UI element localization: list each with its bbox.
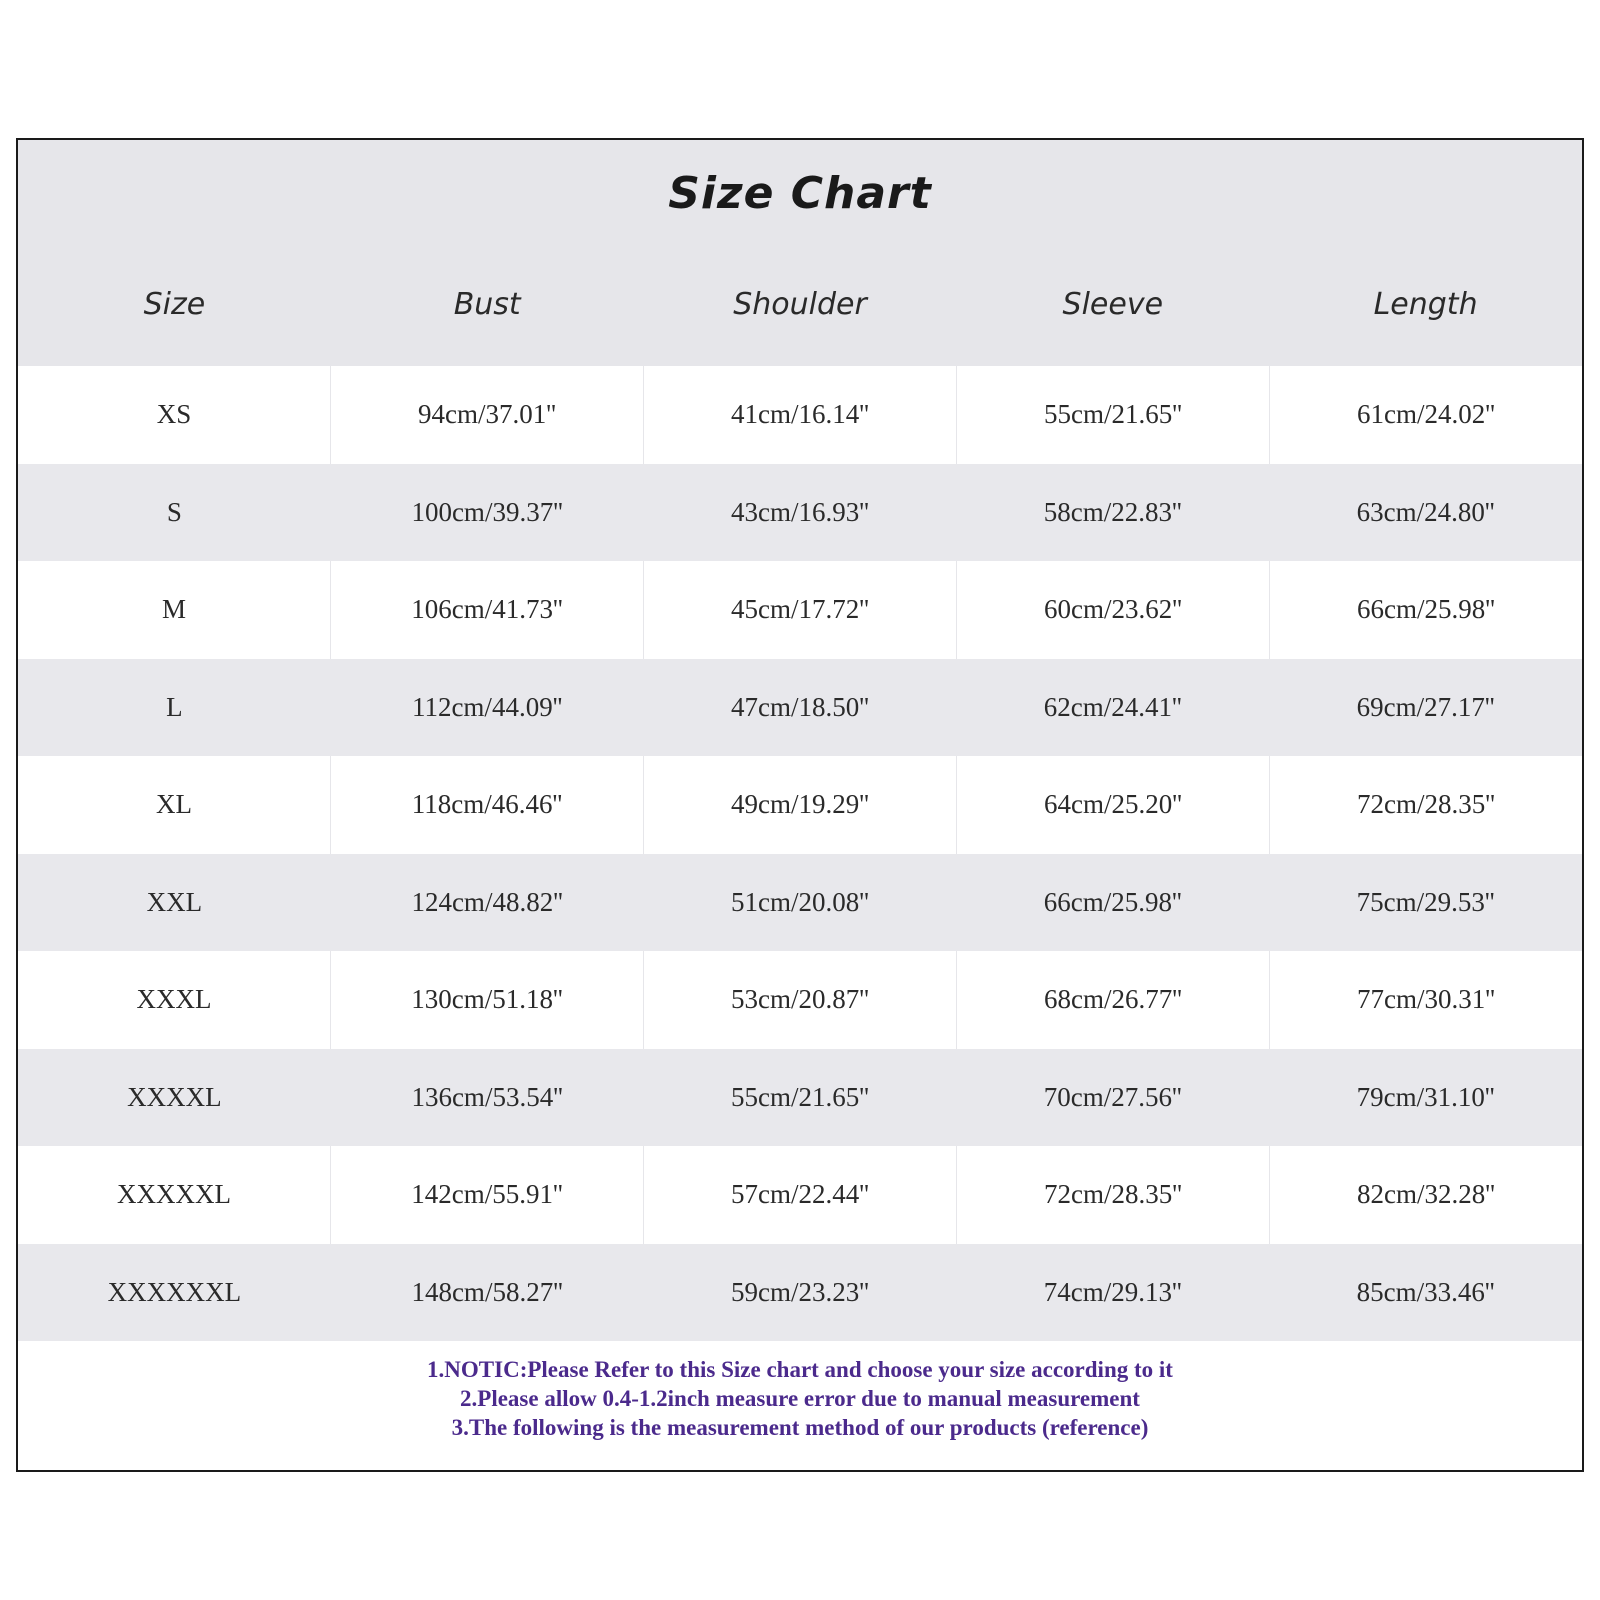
table-row [18, 1244, 1582, 1342]
length-cell: 66cm/25.98'' [1269, 561, 1582, 659]
bust-cell: 106cm/41.73'' [330, 561, 643, 659]
bust-cell: 94cm/37.01'' [330, 366, 643, 464]
sleeve-cell: 66cm/25.98'' [1043, 886, 1182, 917]
sleeve-cell: 68cm/26.77'' [956, 951, 1269, 1049]
sleeve-cell: 62cm/24.41'' [1043, 691, 1182, 722]
length-cell: 63cm/24.80'' [1356, 496, 1495, 527]
column-header-length: Length [1373, 287, 1478, 322]
length-cell: 77cm/30.31'' [1269, 951, 1582, 1049]
length-cell: 61cm/24.02'' [1269, 366, 1582, 464]
table-row [18, 659, 1582, 757]
bust-cell: 124cm/48.82'' [411, 886, 563, 917]
size-cell: XXXXL [127, 1081, 222, 1112]
size-chart-header [18, 140, 1582, 366]
column-header-size: Size [143, 287, 206, 322]
bust-cell: 118cm/46.46'' [330, 756, 643, 854]
shoulder-cell: 59cm/23.23'' [731, 1276, 869, 1307]
table-row [18, 464, 1582, 562]
size-cell: XXXXXL [117, 1179, 231, 1210]
size-chart [16, 138, 1584, 1472]
length-cell: 75cm/29.53'' [1356, 886, 1495, 917]
column-header-row [18, 280, 1582, 330]
shoulder-cell: 47cm/18.50'' [731, 691, 869, 722]
shoulder-cell: 53cm/20.87'' [643, 951, 956, 1049]
size-cell: S [166, 496, 182, 527]
sleeve-cell: 72cm/28.35'' [956, 1146, 1269, 1244]
sleeve-cell: 58cm/22.83'' [1043, 496, 1182, 527]
sleeve-cell: 64cm/25.20'' [956, 756, 1269, 854]
size-table-body [18, 366, 1582, 1341]
table-row [18, 1049, 1582, 1147]
size-chart-title: Size Chart [668, 168, 932, 219]
sleeve-cell: 74cm/29.13'' [1043, 1276, 1182, 1307]
size-chart-notes [18, 1355, 1582, 1442]
size-cell: XL [156, 789, 192, 820]
sleeve-cell: 60cm/23.62'' [956, 561, 1269, 659]
bust-cell: 100cm/39.37'' [411, 496, 563, 527]
bust-cell: 112cm/44.09'' [411, 691, 563, 722]
table-row [18, 854, 1582, 952]
length-cell: 69cm/27.17'' [1356, 691, 1495, 722]
shoulder-cell: 49cm/19.29'' [643, 756, 956, 854]
bust-cell: 130cm/51.18'' [330, 951, 643, 1049]
shoulder-cell: 51cm/20.08'' [731, 886, 869, 917]
sleeve-cell: 55cm/21.65'' [956, 366, 1269, 464]
note-line-2: 2.Please allow 0.4-1.2inch measure error due to manual measurement [460, 1386, 1140, 1411]
shoulder-cell: 43cm/16.93'' [731, 496, 869, 527]
shoulder-cell: 55cm/21.65'' [731, 1081, 869, 1112]
length-cell: 82cm/32.28'' [1269, 1146, 1582, 1244]
column-header-sleeve: Sleeve [1062, 287, 1164, 322]
shoulder-cell: 57cm/22.44'' [643, 1146, 956, 1244]
size-cell: XS [156, 399, 192, 430]
table-row [18, 1146, 1582, 1244]
table-row [18, 366, 1582, 464]
size-cell: L [166, 691, 183, 722]
length-cell: 79cm/31.10'' [1356, 1081, 1495, 1112]
length-cell: 72cm/28.35'' [1269, 756, 1582, 854]
sleeve-cell: 70cm/27.56'' [1043, 1081, 1182, 1112]
note-line-1: 1.NOTIC:Please Refer to this Size chart and choose your size according to it [427, 1357, 1173, 1382]
bust-cell: 148cm/58.27'' [411, 1276, 563, 1307]
shoulder-cell: 45cm/17.72'' [643, 561, 956, 659]
size-cell: XXL [146, 886, 203, 917]
table-row [18, 561, 1582, 659]
column-header-shoulder: Shoulder [733, 287, 867, 322]
length-cell: 85cm/33.46'' [1356, 1276, 1495, 1307]
size-cell: M [161, 594, 186, 625]
table-row [18, 756, 1582, 854]
table-row [18, 951, 1582, 1049]
note-line-3: 3.The following is the measurement method of our products (reference) [451, 1415, 1149, 1440]
size-cell: XXXXXXL [107, 1276, 242, 1307]
bust-cell: 142cm/55.91'' [330, 1146, 643, 1244]
shoulder-cell: 41cm/16.14'' [643, 366, 956, 464]
bust-cell: 136cm/53.54'' [411, 1081, 563, 1112]
size-cell: XXXL [136, 984, 212, 1015]
column-header-bust: Bust [453, 287, 521, 322]
